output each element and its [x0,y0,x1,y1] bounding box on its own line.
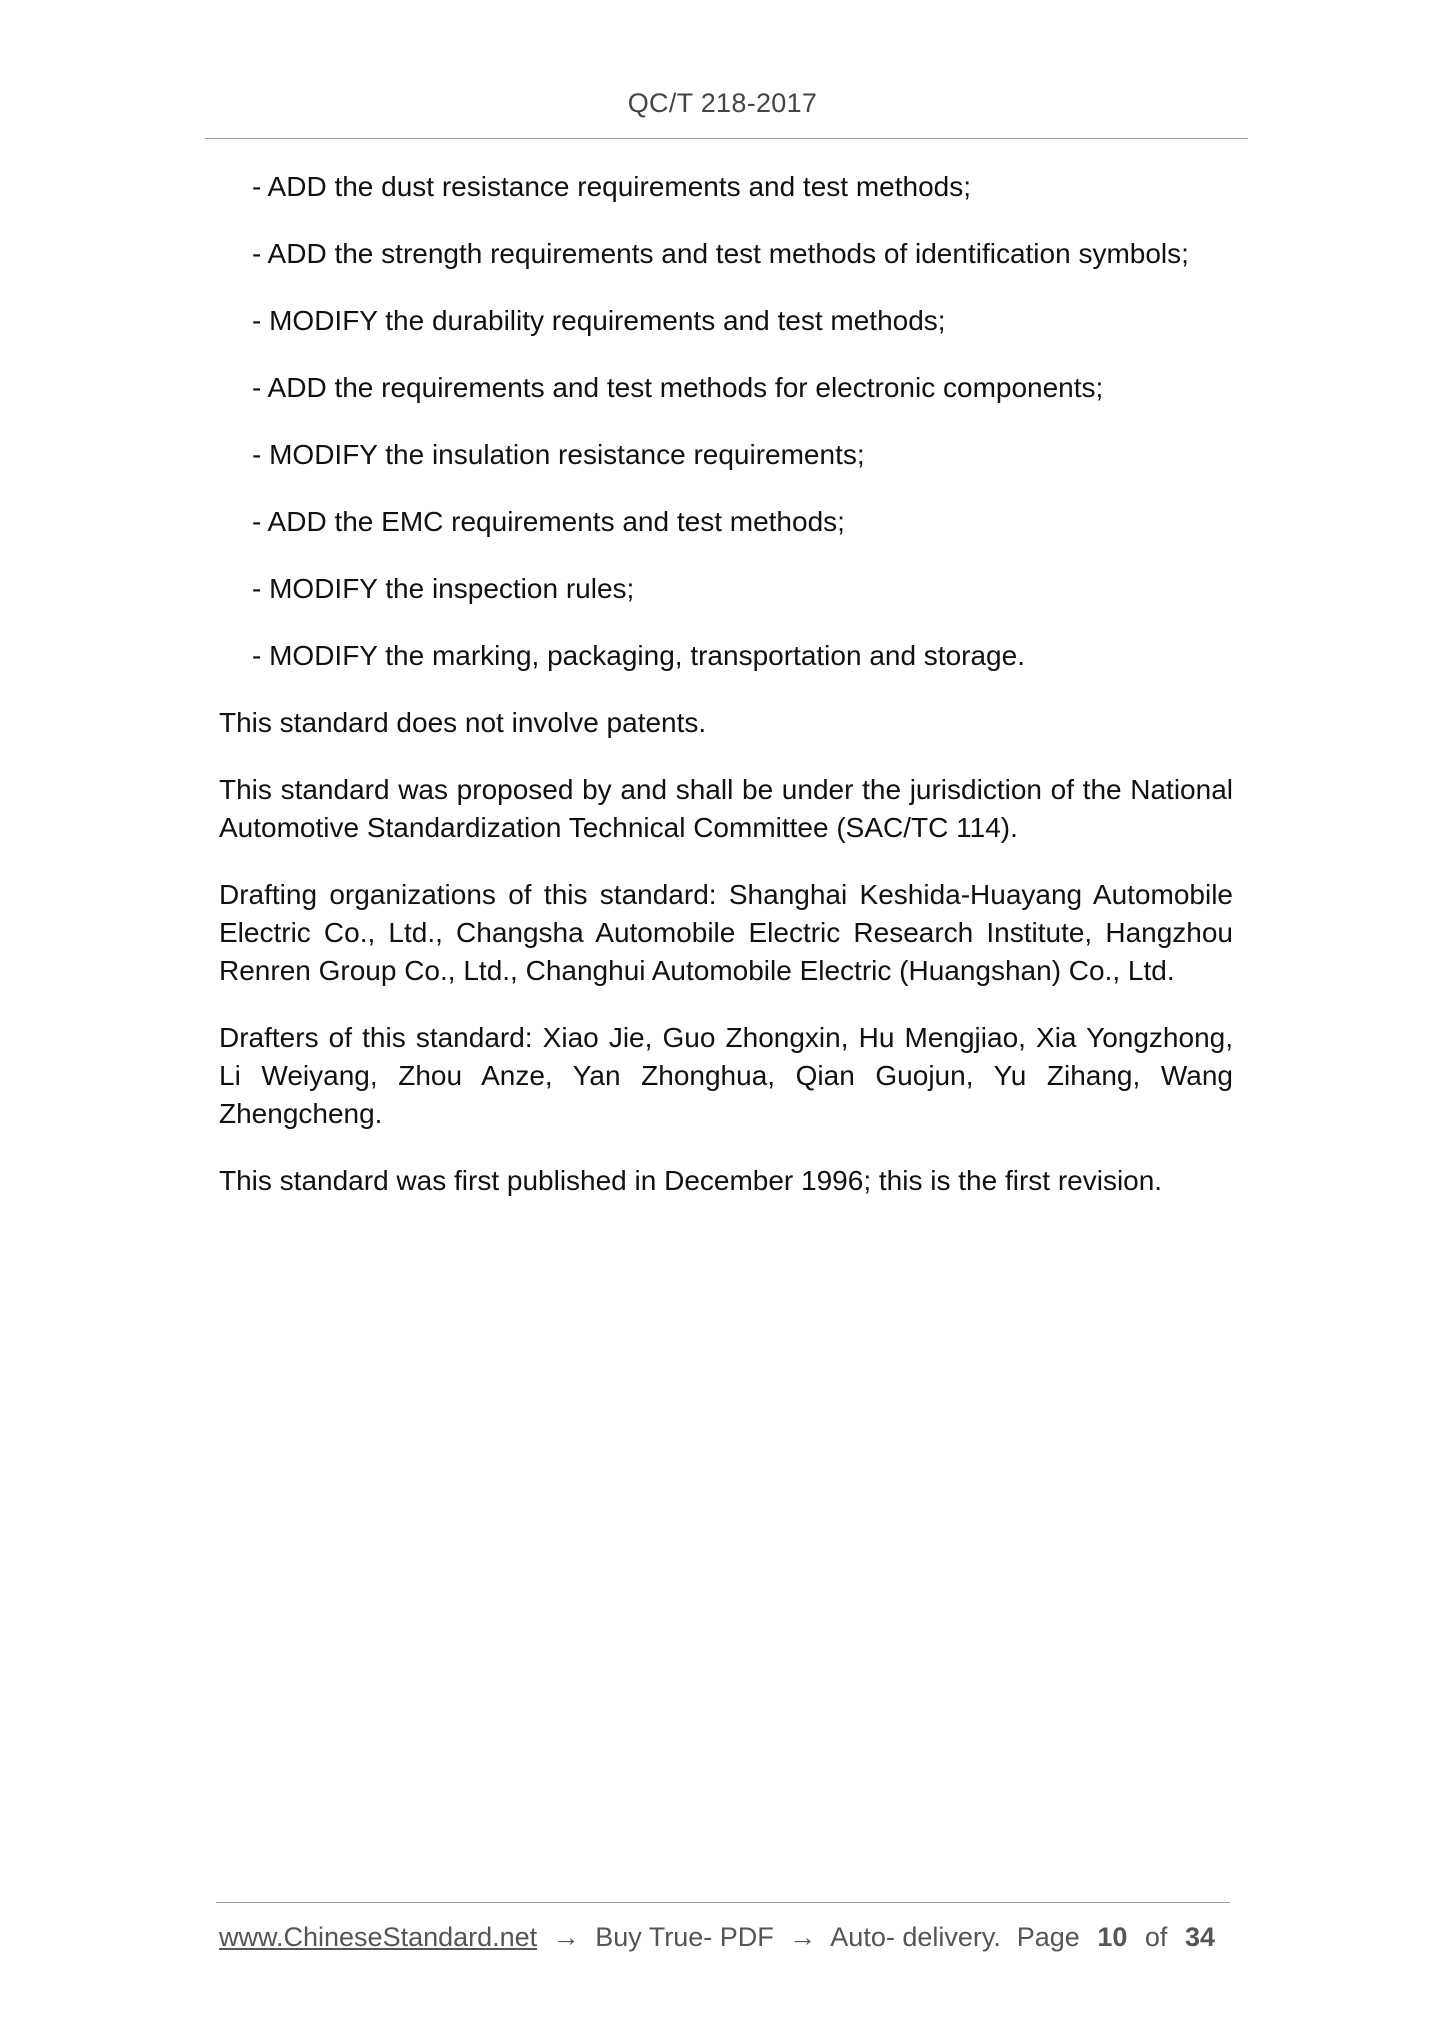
footer-promo [219,1922,1001,1953]
patents-statement: This standard does not involve patents. [219,707,707,738]
publication-history: This standard was first published in December 1996; this is the first revision. [219,1165,1163,1196]
page-label: Page [1016,1922,1080,1952]
list-item: - MODIFY the insulation resistance requirements; [252,439,865,470]
document-code-header: QC/T 218-2017 [627,88,818,118]
header-divider [205,138,1248,139]
arrow-right-icon: → [789,1922,817,1952]
drafting-organizations: Drafting organizations of this standard: Shanghai Keshida-Huayang Automobile Electric Co., Ltd., Changsha Automobile Electric Research Institute, Hangzhou Renren Group Co., Ltd., Changhui Automobile Electric (Huangshan) Co., Ltd. [219,879,1233,986]
website-link[interactable]: www.ChineseStandard.net [219,1922,538,1952]
list-item: - ADD the requirements and test methods for electronic components; [252,372,1104,403]
of-label: of [1144,1922,1168,1952]
list-item: - ADD the dust resistance requirements and test methods; [252,171,972,202]
list-item: - MODIFY the marking, packaging, transportation and storage. [252,640,1025,671]
buy-pdf-text: Buy True- PDF [595,1922,774,1952]
changes-list [219,168,1233,675]
auto-delivery-text: Auto- delivery. [830,1922,1001,1952]
current-page-number: 10 [1097,1922,1128,1952]
list-item: - ADD the strength requirements and test methods of identification symbols; [252,238,1189,269]
list-item: - MODIFY the durability requirements and test methods; [252,305,946,336]
jurisdiction-statement: This standard was proposed by and shall be under the jurisdiction of the National Automotive Standardization Technical Committee (SAC/TC 114). [219,774,1233,843]
page-body [219,168,1233,1229]
page-footer [219,1922,1225,1953]
page-indicator [1017,1922,1225,1953]
footer-divider [216,1902,1230,1903]
list-item: - MODIFY the inspection rules; [252,573,635,604]
drafters-list: Drafters of this standard: Xiao Jie, Guo Zhongxin, Hu Mengjiao, Xia Yongzhong, Li Weiyang, Zhou Anze, Yan Zhonghua, Qian Guojun, Yu Zihang, Wang Zhengcheng. [219,1022,1233,1129]
total-pages-number: 34 [1184,1922,1215,1952]
arrow-right-icon: → [552,1922,580,1952]
list-item: - ADD the EMC requirements and test methods; [252,506,845,537]
